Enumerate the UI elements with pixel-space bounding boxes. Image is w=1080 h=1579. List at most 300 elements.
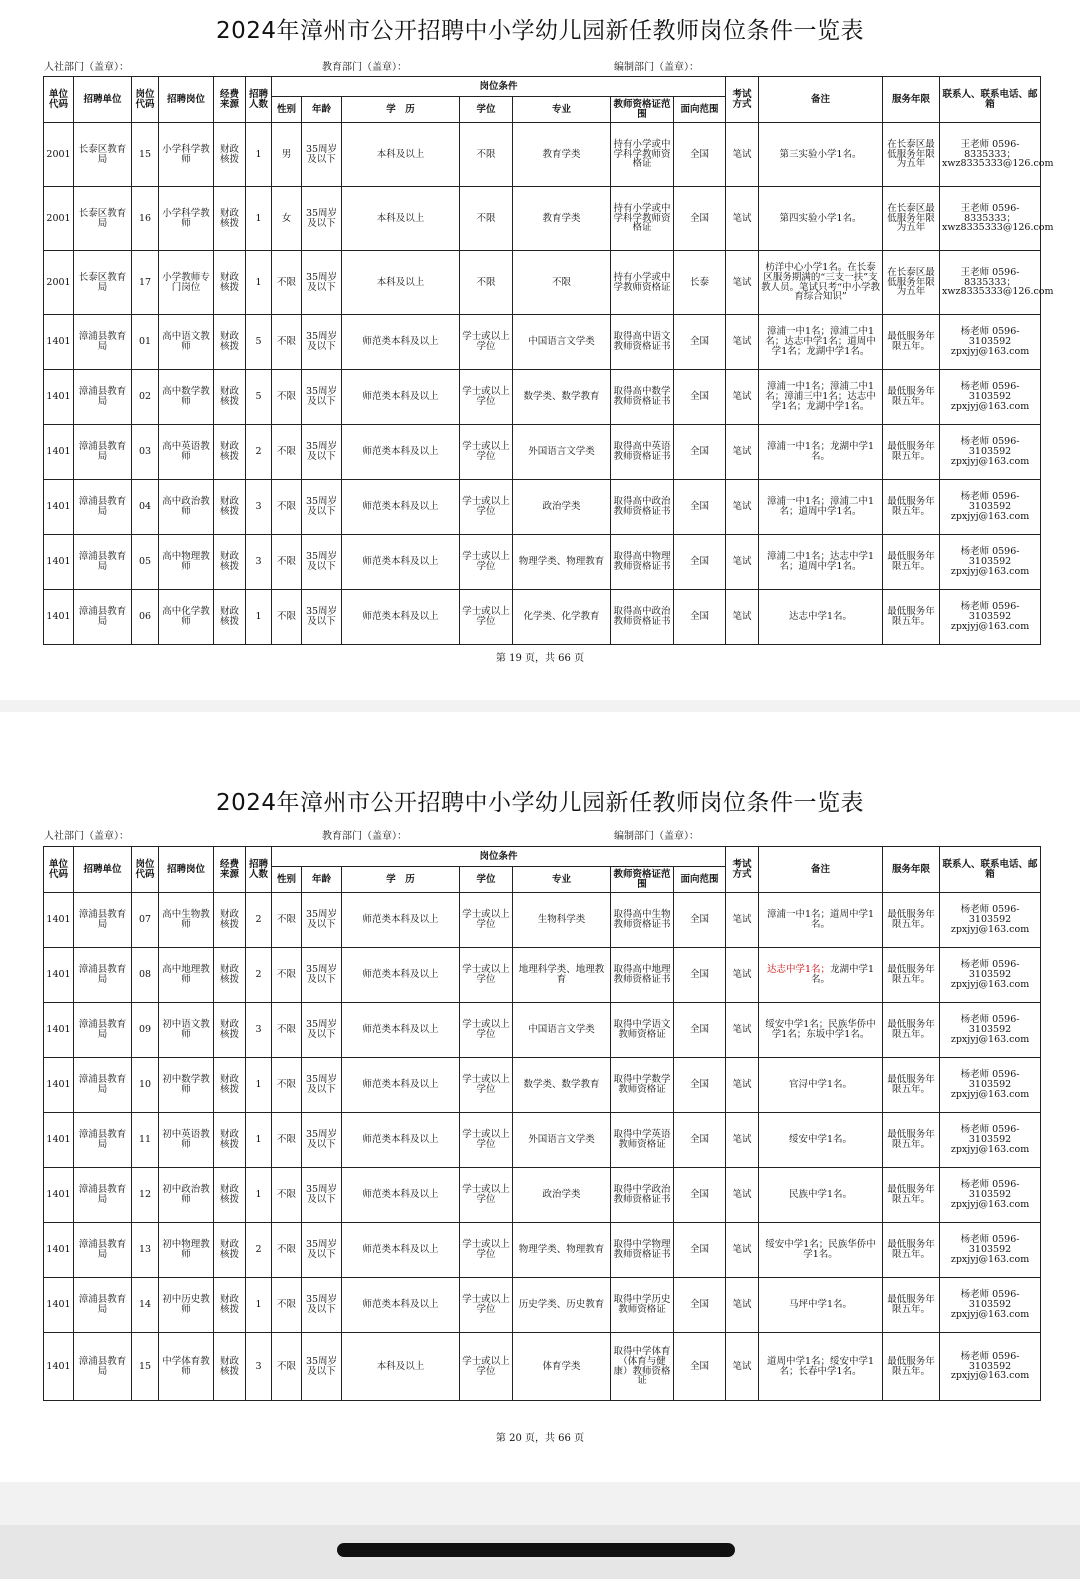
cell-count: 1 [246, 187, 272, 251]
cell-remarks: 民族中学1名。 [759, 1168, 883, 1223]
table-row [44, 535, 1041, 590]
cell-scope: 全国 [674, 1333, 726, 1401]
cell-unit: 漳浦县教育局 [74, 480, 132, 535]
cell-remarks: 漳浦一中1名；道周中学1名。 [759, 893, 883, 948]
cell-post-code: 12 [132, 1168, 159, 1223]
cell-post: 高中生物教师 [159, 893, 214, 948]
cell-age: 35周岁及以下 [302, 590, 342, 645]
cell-degree: 学士或以上学位 [460, 1223, 513, 1278]
cell-contact: 杨老师 0596-3103592 zpxjyj@163.com [940, 315, 1041, 370]
cell-unit-code: 1401 [44, 1278, 74, 1333]
cell-scope: 全国 [674, 1223, 726, 1278]
cell-degree: 不限 [460, 123, 513, 187]
cell-post: 初中政治教师 [159, 1168, 214, 1223]
cell-contact: 杨老师 0596-3103592 zpxjyj@163.com [940, 1333, 1041, 1401]
cell-unit-code: 1401 [44, 370, 74, 425]
cell-unit-code: 1401 [44, 893, 74, 948]
cell-cert: 取得高中数学教师资格证书 [611, 370, 674, 425]
document-page-20 [0, 712, 1080, 1482]
cell-post-code: 09 [132, 1003, 159, 1058]
cell-degree: 不限 [460, 187, 513, 251]
cell-cert: 取得中学英语教师资格证 [611, 1113, 674, 1168]
col-header-post-code: 岗位代码 [132, 77, 159, 123]
cell-contact: 杨老师 0596-3103592 zpxjyj@163.com [940, 535, 1041, 590]
cell-scope: 全国 [674, 480, 726, 535]
table-row [44, 187, 1041, 251]
cell-contact: 王老师 0596-8335333；xwz8335333@126.com [940, 123, 1041, 187]
cell-education: 本科及以上 [342, 1333, 460, 1401]
cell-age: 35周岁及以下 [302, 370, 342, 425]
cell-count: 5 [246, 370, 272, 425]
cell-count: 1 [246, 123, 272, 187]
cell-service: 最低服务年限五年。 [883, 370, 940, 425]
table-row [44, 480, 1041, 535]
table-row [44, 1278, 1041, 1333]
cell-education: 师范类本科及以上 [342, 893, 460, 948]
cell-unit: 漳浦县教育局 [74, 1113, 132, 1168]
table-row [44, 315, 1041, 370]
document-title: 2024年漳州市公开招聘中小学幼儿园新任教师岗位条件一览表 [215, 18, 865, 44]
cell-degree: 学士或以上学位 [460, 1168, 513, 1223]
staffing-stamp-label: 编制部门（盖章）： [614, 831, 699, 842]
cell-scope: 全国 [674, 370, 726, 425]
cell-service: 最低服务年限五年。 [883, 948, 940, 1003]
cell-degree: 学士或以上学位 [460, 1333, 513, 1401]
cell-remarks: 绥安中学1名；民族华侨中学1名；东坂中学1名。 [759, 1003, 883, 1058]
cell-major: 地理科学类、地理教育 [513, 948, 611, 1003]
cell-count: 3 [246, 535, 272, 590]
col-header-major: 专业 [513, 867, 611, 893]
cell-count: 2 [246, 893, 272, 948]
cell-unit: 漳浦县教育局 [74, 1223, 132, 1278]
cell-degree: 学士或以上学位 [460, 948, 513, 1003]
col-header-service: 服务年限 [883, 847, 940, 893]
cell-degree: 不限 [460, 251, 513, 315]
cell-post: 初中物理教师 [159, 1223, 214, 1278]
col-header-degree: 学位 [460, 867, 513, 893]
cell-post-code: 16 [132, 187, 159, 251]
cell-age: 35周岁及以下 [302, 1278, 342, 1333]
cell-age: 35周岁及以下 [302, 535, 342, 590]
cell-unit: 漳浦县教育局 [74, 1058, 132, 1113]
page-number: 第 20 页，共 66 页 [495, 1433, 585, 1444]
cell-education: 师范类本科及以上 [342, 480, 460, 535]
cell-service: 在长泰区最低服务年限为五年 [883, 187, 940, 251]
cell-post: 小学科学教师 [159, 123, 214, 187]
cell-funding: 财政核拨 [214, 315, 246, 370]
cell-unit: 漳浦县教育局 [74, 590, 132, 645]
cell-funding: 财政核拨 [214, 1113, 246, 1168]
cell-major: 物理学类、物理教育 [513, 1223, 611, 1278]
cell-post: 初中英语教师 [159, 1113, 214, 1168]
positions-table [43, 76, 1054, 645]
col-header-service: 服务年限 [883, 77, 940, 123]
cell-major: 政治学类 [513, 480, 611, 535]
cell-age: 35周岁及以下 [302, 123, 342, 187]
cell-major: 政治学类 [513, 1168, 611, 1223]
cell-service: 最低服务年限五年。 [883, 590, 940, 645]
cell-degree: 学士或以上学位 [460, 1003, 513, 1058]
cell-post: 高中政治教师 [159, 480, 214, 535]
cell-post-code: 04 [132, 480, 159, 535]
cell-post-code: 06 [132, 590, 159, 645]
cell-remarks [759, 948, 883, 1003]
table-row [44, 251, 1041, 315]
cell-major: 化学类、化学教育 [513, 590, 611, 645]
cell-remarks: 绥安中学1名；民族华侨中学1名。 [759, 1223, 883, 1278]
cell-post-code: 01 [132, 315, 159, 370]
cell-funding: 财政核拨 [214, 480, 246, 535]
cell-gender: 不限 [272, 370, 302, 425]
hr-stamp-label: 人社部门（盖章）： [44, 62, 129, 73]
col-header-unit-code: 单位代码 [44, 847, 74, 893]
cell-unit: 漳浦县教育局 [74, 1168, 132, 1223]
cell-service: 最低服务年限五年。 [883, 1168, 940, 1223]
cell-remarks: 第三实验小学1名。 [759, 123, 883, 187]
cell-cert: 取得高中政治教师资格证书 [611, 590, 674, 645]
cell-contact: 杨老师 0596-3103592 zpxjyj@163.com [940, 425, 1041, 480]
cell-cert: 取得高中语文教师资格证书 [611, 315, 674, 370]
cell-post: 中学体育教师 [159, 1333, 214, 1401]
cell-degree: 学士或以上学位 [460, 1278, 513, 1333]
home-indicator[interactable] [337, 1543, 735, 1557]
cell-post-code: 02 [132, 370, 159, 425]
cell-funding: 财政核拨 [214, 1058, 246, 1113]
cell-gender: 不限 [272, 1168, 302, 1223]
col-header-age: 年龄 [302, 97, 342, 123]
table-row [44, 1113, 1041, 1168]
cell-post: 初中数学教师 [159, 1058, 214, 1113]
cell-exam: 笔试 [726, 948, 759, 1003]
table-row [44, 590, 1041, 645]
cell-remarks: 枋洋中心小学1名。在长泰区服务期满的“三支一扶”支教人员。笔试只考“中小学教育综合知识” [759, 251, 883, 315]
cell-age: 35周岁及以下 [302, 187, 342, 251]
cell-unit: 长泰区教育局 [74, 187, 132, 251]
cell-scope: 全国 [674, 1278, 726, 1333]
cell-service: 在长泰区最低服务年限为五年 [883, 123, 940, 187]
cell-major: 生物科学类 [513, 893, 611, 948]
col-header-count: 招聘人数 [246, 847, 272, 893]
cell-unit: 漳浦县教育局 [74, 893, 132, 948]
cell-count: 1 [246, 1113, 272, 1168]
cell-education: 师范类本科及以上 [342, 590, 460, 645]
cell-gender: 不限 [272, 251, 302, 315]
cell-cert: 持有小学或中学科学教师资格证 [611, 187, 674, 251]
cell-funding: 财政核拨 [214, 948, 246, 1003]
cell-service: 最低服务年限五年。 [883, 1058, 940, 1113]
cell-education: 师范类本科及以上 [342, 1168, 460, 1223]
cell-major: 外国语言文学类 [513, 425, 611, 480]
cell-unit-code: 1401 [44, 425, 74, 480]
cell-remarks: 漳浦一中1名；漳浦二中1名；漳浦三中1名；达志中学1名；龙湖中学1名。 [759, 370, 883, 425]
cell-exam: 笔试 [726, 1333, 759, 1401]
cell-remarks: 漳浦一中1名；漳浦二中1名；道周中学1名。 [759, 480, 883, 535]
col-header-education: 学 历 [342, 97, 460, 123]
cell-gender: 不限 [272, 535, 302, 590]
col-header-remarks: 备注 [759, 77, 883, 123]
cell-service: 最低服务年限五年。 [883, 425, 940, 480]
cell-remarks: 达志中学1名。 [759, 590, 883, 645]
cell-count: 3 [246, 1333, 272, 1401]
cell-remarks-highlight: 达志中学1名； [766, 964, 831, 976]
cell-unit: 漳浦县教育局 [74, 1003, 132, 1058]
cell-post: 高中化学教师 [159, 590, 214, 645]
cell-unit: 漳浦县教育局 [74, 370, 132, 425]
cell-cert: 取得高中生物教师资格证书 [611, 893, 674, 948]
cell-post-code: 13 [132, 1223, 159, 1278]
cell-post: 初中历史教师 [159, 1278, 214, 1333]
document-page-19 [0, 0, 1080, 700]
cell-count: 3 [246, 480, 272, 535]
col-header-conditions: 岗位条件 [272, 77, 726, 97]
cell-exam: 笔试 [726, 370, 759, 425]
cell-funding: 财政核拨 [214, 535, 246, 590]
cell-service: 最低服务年限五年。 [883, 1333, 940, 1401]
col-header-post: 招聘岗位 [159, 847, 214, 893]
table-row [44, 1223, 1041, 1278]
cell-remarks: 漳浦二中1名；达志中学1名；道周中学1名。 [759, 535, 883, 590]
table-row [44, 425, 1041, 480]
cell-count: 1 [246, 590, 272, 645]
cell-unit-code: 1401 [44, 535, 74, 590]
cell-age: 35周岁及以下 [302, 948, 342, 1003]
cell-unit-code: 1401 [44, 1223, 74, 1278]
col-header-contact: 联系人、联系电话、邮箱 [940, 847, 1041, 893]
cell-scope: 全国 [674, 948, 726, 1003]
cell-age: 35周岁及以下 [302, 315, 342, 370]
cell-cert: 取得中学数学教师资格证 [611, 1058, 674, 1113]
cell-unit: 长泰区教育局 [74, 123, 132, 187]
cell-scope: 全国 [674, 535, 726, 590]
cell-contact: 杨老师 0596-3103592 zpxjyj@163.com [940, 948, 1041, 1003]
cell-cert: 取得中学物理教师资格证书 [611, 1223, 674, 1278]
cell-degree: 学士或以上学位 [460, 425, 513, 480]
table-row [44, 1058, 1041, 1113]
col-header-unit-code: 单位代码 [44, 77, 74, 123]
col-header-unit: 招聘单位 [74, 847, 132, 893]
cell-exam: 笔试 [726, 1168, 759, 1223]
cell-education: 师范类本科及以上 [342, 1223, 460, 1278]
cell-gender: 不限 [272, 1113, 302, 1168]
cell-contact: 杨老师 0596-3103592 zpxjyj@163.com [940, 1168, 1041, 1223]
cell-cert: 取得高中物理教师资格证书 [611, 535, 674, 590]
cell-cert: 取得中学历史教师资格证 [611, 1278, 674, 1333]
cell-count: 1 [246, 1168, 272, 1223]
cell-remarks: 漳浦一中1名；漳浦二中1名；达志中学1名；道周中学1名；龙湖中学1名。 [759, 315, 883, 370]
col-header-age: 年龄 [302, 867, 342, 893]
cell-unit-code: 1401 [44, 315, 74, 370]
cell-education: 师范类本科及以上 [342, 535, 460, 590]
col-header-unit: 招聘单位 [74, 77, 132, 123]
col-header-cert: 教师资格证范围 [611, 97, 674, 123]
cell-major: 教育学类 [513, 123, 611, 187]
col-header-count: 招聘人数 [246, 77, 272, 123]
cell-scope: 全国 [674, 123, 726, 187]
cell-service: 最低服务年限五年。 [883, 1003, 940, 1058]
table-row [44, 1333, 1041, 1401]
staffing-stamp-label: 编制部门（盖章）： [614, 62, 699, 73]
cell-gender: 不限 [272, 948, 302, 1003]
cell-scope: 全国 [674, 425, 726, 480]
cell-education: 师范类本科及以上 [342, 315, 460, 370]
cell-unit: 漳浦县教育局 [74, 535, 132, 590]
cell-scope: 全国 [674, 1058, 726, 1113]
cell-funding: 财政核拨 [214, 1333, 246, 1401]
cell-unit: 长泰区教育局 [74, 251, 132, 315]
cell-degree: 学士或以上学位 [460, 370, 513, 425]
cell-count: 1 [246, 1058, 272, 1113]
cell-contact: 杨老师 0596-3103592 zpxjyj@163.com [940, 1278, 1041, 1333]
cell-major: 中国语言文学类 [513, 315, 611, 370]
table-row [44, 893, 1041, 948]
cell-gender: 男 [272, 123, 302, 187]
cell-contact: 杨老师 0596-3103592 zpxjyj@163.com [940, 1003, 1041, 1058]
cell-age: 35周岁及以下 [302, 1223, 342, 1278]
cell-post-code: 03 [132, 425, 159, 480]
cell-post: 高中语文教师 [159, 315, 214, 370]
col-header-remarks: 备注 [759, 847, 883, 893]
cell-contact: 杨老师 0596-3103592 zpxjyj@163.com [940, 893, 1041, 948]
cell-exam: 笔试 [726, 1113, 759, 1168]
edu-stamp-label: 教育部门（盖章）： [322, 62, 407, 73]
cell-exam: 笔试 [726, 187, 759, 251]
cell-unit-code: 1401 [44, 948, 74, 1003]
cell-unit: 漳浦县教育局 [74, 1333, 132, 1401]
cell-scope: 全国 [674, 1113, 726, 1168]
cell-post-code: 11 [132, 1113, 159, 1168]
cell-gender: 不限 [272, 1003, 302, 1058]
col-header-funding: 经费来源 [214, 77, 246, 123]
cell-exam: 笔试 [726, 1223, 759, 1278]
cell-contact: 杨老师 0596-3103592 zpxjyj@163.com [940, 590, 1041, 645]
col-header-funding: 经费来源 [214, 847, 246, 893]
cell-contact: 杨老师 0596-3103592 zpxjyj@163.com [940, 370, 1041, 425]
cell-unit-code: 1401 [44, 1113, 74, 1168]
cell-degree: 学士或以上学位 [460, 480, 513, 535]
cell-gender: 女 [272, 187, 302, 251]
cell-post-code: 15 [132, 1333, 159, 1401]
cell-remarks: 马坪中学1名。 [759, 1278, 883, 1333]
cell-service: 最低服务年限五年。 [883, 1113, 940, 1168]
cell-education: 本科及以上 [342, 123, 460, 187]
col-header-scope: 面向范围 [674, 867, 726, 893]
cell-count: 2 [246, 948, 272, 1003]
cell-post-code: 07 [132, 893, 159, 948]
table-row [44, 1168, 1041, 1223]
cell-age: 35周岁及以下 [302, 425, 342, 480]
hr-stamp-label: 人社部门（盖章）： [44, 831, 129, 842]
cell-exam: 笔试 [726, 315, 759, 370]
cell-service: 最低服务年限五年。 [883, 1278, 940, 1333]
cell-remarks: 漳浦一中1名；龙湖中学1名。 [759, 425, 883, 480]
document-title: 2024年漳州市公开招聘中小学幼儿园新任教师岗位条件一览表 [215, 790, 865, 816]
cell-exam: 笔试 [726, 535, 759, 590]
cell-unit-code: 1401 [44, 1058, 74, 1113]
table-row [44, 1003, 1041, 1058]
cell-exam: 笔试 [726, 590, 759, 645]
cell-post: 高中物理教师 [159, 535, 214, 590]
cell-age: 35周岁及以下 [302, 1333, 342, 1401]
cell-major: 教育学类 [513, 187, 611, 251]
cell-scope: 全国 [674, 590, 726, 645]
col-header-exam: 考试方式 [726, 847, 759, 893]
cell-gender: 不限 [272, 590, 302, 645]
cell-unit-code: 1401 [44, 1003, 74, 1058]
cell-unit: 漳浦县教育局 [74, 1278, 132, 1333]
cell-age: 35周岁及以下 [302, 1003, 342, 1058]
cell-major: 体育学类 [513, 1333, 611, 1401]
col-header-degree: 学位 [460, 97, 513, 123]
col-header-exam: 考试方式 [726, 77, 759, 123]
cell-exam: 笔试 [726, 251, 759, 315]
cell-scope: 全国 [674, 187, 726, 251]
cell-funding: 财政核拨 [214, 1168, 246, 1223]
cell-major: 历史学类、历史教育 [513, 1278, 611, 1333]
cell-scope: 全国 [674, 315, 726, 370]
cell-funding: 财政核拨 [214, 425, 246, 480]
cell-post: 高中英语教师 [159, 425, 214, 480]
cell-education: 师范类本科及以上 [342, 1058, 460, 1113]
cell-exam: 笔试 [726, 1058, 759, 1113]
col-header-scope: 面向范围 [674, 97, 726, 123]
cell-degree: 学士或以上学位 [460, 1058, 513, 1113]
cell-cert: 持有小学或中学科学教师资格证 [611, 123, 674, 187]
cell-post-code: 05 [132, 535, 159, 590]
cell-major: 中国语言文学类 [513, 1003, 611, 1058]
cell-unit-code: 1401 [44, 1333, 74, 1401]
cell-unit-code: 2001 [44, 187, 74, 251]
cell-contact: 王老师 0596-8335333；xwz8335333@126.com [940, 187, 1041, 251]
cell-funding: 财政核拨 [214, 187, 246, 251]
cell-gender: 不限 [272, 425, 302, 480]
cell-age: 35周岁及以下 [302, 1058, 342, 1113]
cell-unit-code: 1401 [44, 1168, 74, 1223]
cell-major: 不限 [513, 251, 611, 315]
cell-remarks-text: 龙湖中学1名。 [811, 964, 875, 985]
cell-funding: 财政核拨 [214, 1003, 246, 1058]
cell-age: 35周岁及以下 [302, 893, 342, 948]
cell-degree: 学士或以上学位 [460, 1113, 513, 1168]
cell-funding: 财政核拨 [214, 370, 246, 425]
cell-scope: 全国 [674, 1168, 726, 1223]
cell-post-code: 10 [132, 1058, 159, 1113]
cell-scope: 长泰 [674, 251, 726, 315]
stamp-line [44, 58, 1044, 74]
cell-count: 1 [246, 1278, 272, 1333]
cell-remarks: 道周中学1名；绥安中学1名；长春中学1名。 [759, 1333, 883, 1401]
cell-education: 师范类本科及以上 [342, 1003, 460, 1058]
cell-unit: 漳浦县教育局 [74, 948, 132, 1003]
col-header-conditions: 岗位条件 [272, 847, 726, 867]
cell-unit-code: 2001 [44, 251, 74, 315]
cell-major: 数学类、数学教育 [513, 370, 611, 425]
cell-service: 最低服务年限五年。 [883, 893, 940, 948]
col-header-gender: 性别 [272, 867, 302, 893]
cell-count: 2 [246, 425, 272, 480]
positions-table [43, 846, 1041, 1401]
cell-contact: 杨老师 0596-3103592 zpxjyj@163.com [940, 1113, 1041, 1168]
cell-funding: 财政核拨 [214, 123, 246, 187]
cell-age: 35周岁及以下 [302, 1168, 342, 1223]
cell-funding: 财政核拨 [214, 590, 246, 645]
col-header-contact: 联系人、联系电话、邮箱 [940, 77, 1041, 123]
cell-post: 小学教师专门岗位 [159, 251, 214, 315]
cell-unit: 漳浦县教育局 [74, 425, 132, 480]
cell-scope: 全国 [674, 1003, 726, 1058]
edu-stamp-label: 教育部门（盖章）： [322, 831, 407, 842]
cell-count: 5 [246, 315, 272, 370]
cell-service: 最低服务年限五年。 [883, 480, 940, 535]
